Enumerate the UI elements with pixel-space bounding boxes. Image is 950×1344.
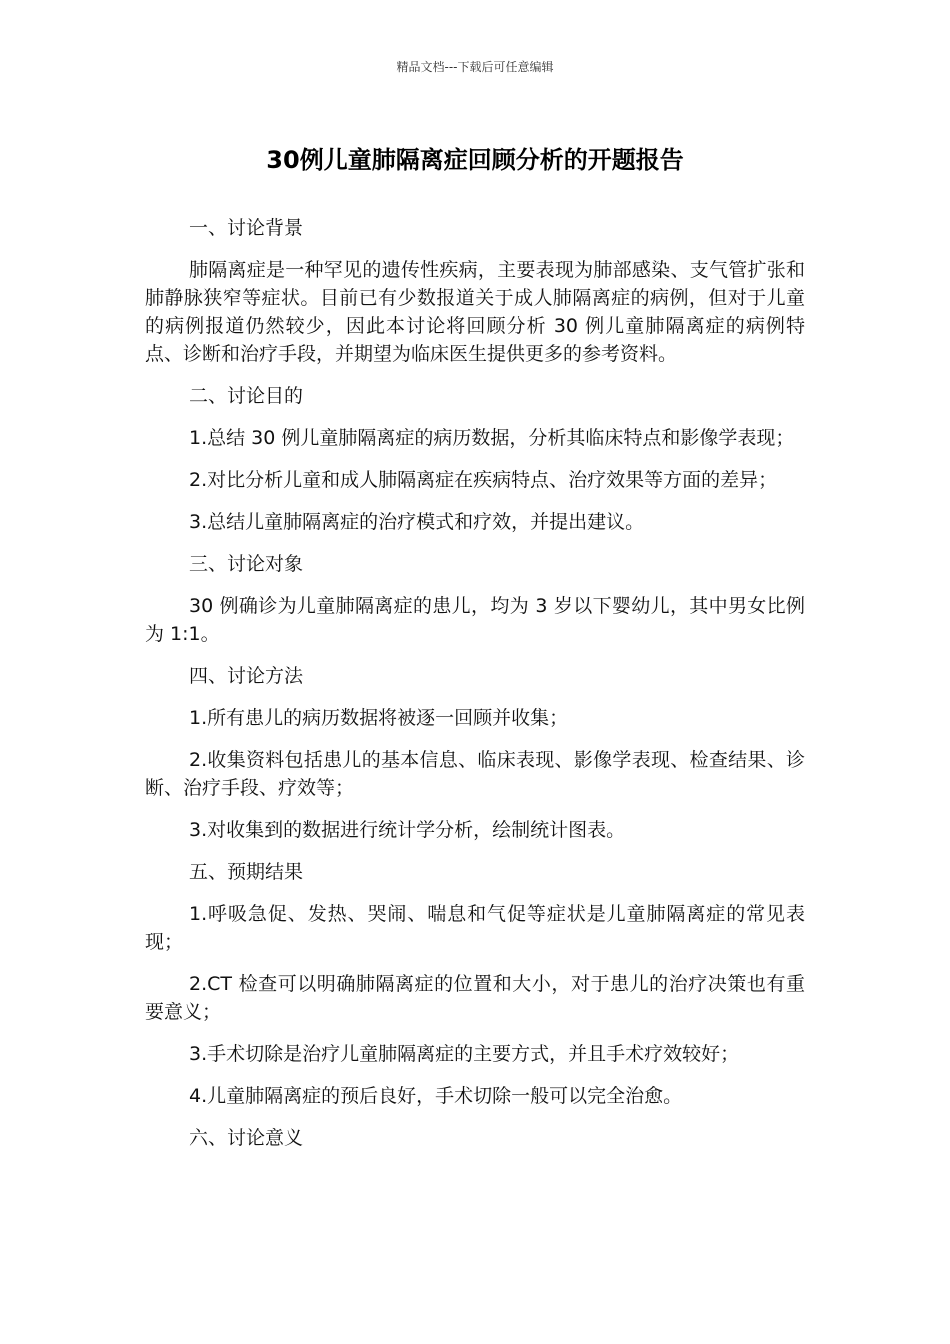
purpose-item-2: 2.对比分析儿童和成人肺隔离症在疾病特点、治疗效果等方面的差异； [189,469,778,491]
document-title: 30例儿童肺隔离症回顾分析的开题报告 [266,146,684,174]
paragraph-subjects: 30 例确诊为儿童肺隔离症的患儿，均为 3 岁以下婴幼儿，其中男女比例为 1:1。 [145,595,805,645]
purpose-item-1: 1.总结 30 例儿童肺隔离症的病历数据，分析其临床特点和影像学表现； [189,427,795,449]
section-heading-significance: 六、讨论意义 [189,1127,304,1149]
purpose-item-3: 3.总结儿童肺隔离症的治疗模式和疗效，并提出建议。 [189,511,645,533]
section-heading-results: 五、预期结果 [189,861,304,883]
method-item-3: 3.对收集到的数据进行统计学分析，绘制统计图表。 [189,819,626,841]
method-item-1: 1.所有患儿的病历数据将被逐一回顾并收集； [189,707,569,729]
result-item-1: 1.呼吸急促、发热、哭闹、喘息和气促等症状是儿童肺隔离症的常见表现； [145,903,805,953]
section-heading-background: 一、讨论背景 [189,217,304,239]
method-item-2: 2.收集资料包括患儿的基本信息、临床表现、影像学表现、检查结果、诊断、治疗手段、疗效等； [145,749,805,799]
result-item-3: 3.手术切除是治疗儿童肺隔离症的主要方式，并且手术疗效较好； [189,1043,740,1065]
page-header: 精品文档---下载后可任意编辑 [396,60,554,74]
section-heading-subjects: 三、讨论对象 [189,553,304,575]
document-body [145,214,805,1166]
paragraph-background: 肺隔离症是一种罕见的遗传性疾病，主要表现为肺部感染、支气管扩张和肺静脉狭窄等症状。目前已有少数报道关于成人肺隔离症的病例，但对于儿童的病例报道仍然较少，因此本讨论将回顾分析 30 例儿童肺隔离症的病例特点、诊断和治疗手段，并期望为临床医生提供更多的参考资料。 [145,259,805,365]
section-heading-purpose: 二、讨论目的 [189,385,304,407]
section-heading-methods: 四、讨论方法 [189,665,304,687]
result-item-4: 4.儿童肺隔离症的预后良好，手术切除一般可以完全治愈。 [189,1085,683,1107]
result-item-2: 2.CT 检查可以明确肺隔离症的位置和大小，对于患儿的治疗决策也有重要意义； [145,973,805,1023]
